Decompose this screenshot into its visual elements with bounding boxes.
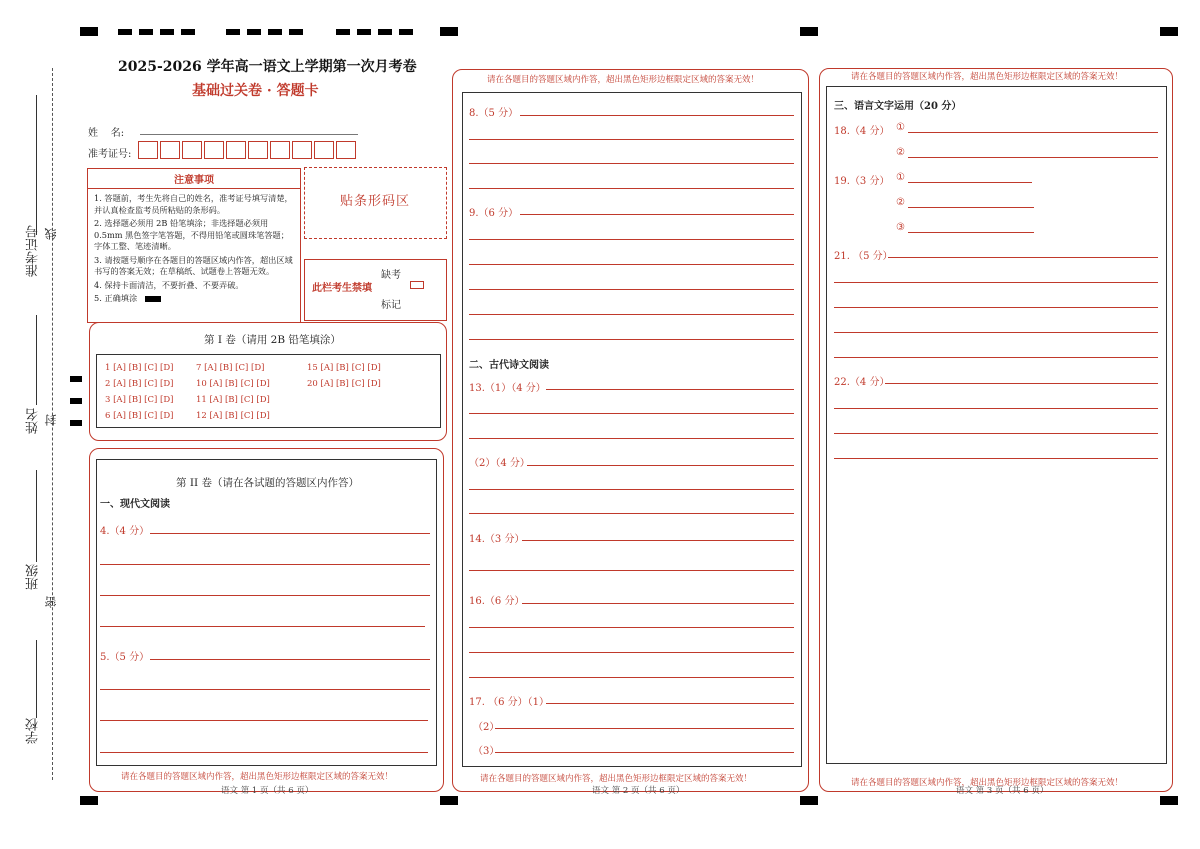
choice-row[interactable]: 2 [A] [B] [C] [D] — [105, 379, 174, 389]
answer-line[interactable] — [100, 720, 428, 721]
answer-line[interactable] — [469, 289, 794, 290]
page-footer: 语文 第 3 页（共 6 页） — [956, 786, 1049, 796]
side-label-class: 班级 — [26, 564, 41, 590]
q19-circle-3: ③ — [896, 222, 905, 233]
section1-heading: 一、现代文阅读 — [100, 499, 170, 510]
timing-mark — [226, 29, 304, 35]
side-underline — [36, 95, 37, 235]
answer-line[interactable] — [834, 307, 1158, 308]
q14-label: 14.（3 分） — [469, 534, 525, 545]
answer-line[interactable] — [469, 239, 794, 240]
answer-line[interactable] — [469, 264, 794, 265]
name-field[interactable] — [140, 134, 358, 135]
timing-mark — [1160, 27, 1178, 36]
part2-title: 第 II 卷（请在各试题的答题区内作答） — [176, 477, 359, 489]
answer-line[interactable] — [100, 689, 430, 690]
q9-label: 9.（6 分） — [469, 208, 519, 219]
answer-line[interactable] — [527, 465, 794, 466]
page-footer: 语文 第 1 页（共 6 页） — [221, 786, 314, 796]
answer-line[interactable] — [834, 458, 1158, 459]
notice-items — [88, 189, 300, 305]
q19-circle-2: ② — [896, 197, 905, 208]
answer-line[interactable] — [469, 513, 794, 514]
q5-label: 5.（5 分） — [100, 652, 150, 663]
page2-answer-box — [462, 92, 802, 767]
side-underline — [36, 470, 37, 562]
id-digit-box[interactable] — [226, 141, 246, 159]
timing-mark — [800, 27, 818, 36]
choice-row[interactable]: 6 [A] [B] [C] [D] — [105, 411, 174, 421]
exam-title: 2025-2026 学年高一语文上学期第一次月考卷 — [118, 59, 417, 75]
answer-line[interactable] — [522, 540, 794, 541]
answer-line[interactable] — [520, 115, 794, 116]
answer-line[interactable] — [469, 139, 794, 140]
part1-title: 第 I 卷（请用 2B 铅笔填涂） — [204, 334, 341, 346]
id-digit-box[interactable] — [270, 141, 290, 159]
answer-line[interactable] — [834, 332, 1158, 333]
answer-line[interactable] — [469, 570, 794, 571]
side-label-name: 姓名 — [26, 408, 41, 434]
id-digit-box[interactable] — [204, 141, 224, 159]
q17-3-label: （3） — [473, 746, 500, 757]
answer-line[interactable] — [834, 433, 1158, 434]
side-label-school: 学校 — [26, 718, 41, 744]
q4-label: 4.（4 分） — [100, 526, 150, 537]
page-footer: 语文 第 2 页（共 6 页） — [592, 786, 685, 796]
q8-label: 8.（5 分） — [469, 108, 519, 119]
notice-item: 4. 保持卡面清洁，不要折叠、不要弄破。 — [94, 279, 244, 290]
timing-mark — [336, 29, 414, 35]
answer-line[interactable] — [100, 752, 428, 753]
timing-mark — [800, 796, 818, 805]
choice-row[interactable]: 1 [A] [B] [C] [D] — [105, 363, 174, 373]
notice-item-correct-fill: 5. 正确填涂 — [94, 293, 296, 305]
section2-heading: 二、古代诗文阅读 — [469, 360, 549, 371]
timing-mark — [1160, 796, 1178, 805]
choice-row[interactable]: 15 [A] [B] [C] [D] — [307, 363, 381, 373]
answer-line[interactable] — [908, 232, 1034, 233]
timing-mark — [440, 796, 458, 805]
answer-line[interactable] — [546, 389, 794, 390]
answer-line[interactable] — [469, 489, 794, 490]
q13-1-label: 13.（1）（4 分） — [469, 383, 546, 394]
timing-mark — [80, 796, 98, 805]
q17-1-label: 17. （6 分）（1） — [469, 697, 549, 708]
answer-line[interactable] — [495, 752, 794, 753]
name-label: 姓 名: — [88, 128, 125, 139]
choice-row[interactable]: 10 [A] [B] [C] [D] — [196, 379, 270, 389]
answer-line[interactable] — [908, 157, 1158, 158]
notice-item: 1. 答题前，考生先将自己的姓名，准考证号填写清楚，并认真检查监考员所粘贴的条形码。 — [94, 193, 293, 215]
notice-title: 注意事项 — [88, 169, 300, 189]
answer-line[interactable] — [469, 413, 794, 414]
notice-box — [87, 168, 301, 323]
exam-id-label: 准考证号: — [88, 149, 132, 160]
q13-2-label: （2）（4 分） — [469, 458, 530, 469]
answer-line[interactable] — [888, 257, 1158, 258]
side-label-line: 线 — [44, 228, 58, 240]
answer-line[interactable] — [100, 626, 425, 627]
answer-line[interactable] — [469, 652, 794, 653]
side-label-seal: 封 — [44, 414, 58, 426]
notice-item: 2. 选择题必须用 2B 铅笔填涂；非选择题必须用 0.5mm 黑色签字笔答题，不得用铅笔或圆珠笔答题；字体工整、笔迹清晰。 — [94, 218, 289, 251]
choice-row[interactable]: 3 [A] [B] [C] [D] — [105, 395, 174, 405]
q21-label: 21. （5 分） — [834, 251, 893, 262]
answer-line[interactable] — [100, 595, 430, 596]
side-underline — [36, 315, 37, 405]
answer-line[interactable] — [150, 659, 430, 660]
q17-2-label: （2） — [473, 722, 500, 733]
choice-row[interactable]: 12 [A] [B] [C] [D] — [196, 411, 270, 421]
answer-line[interactable] — [469, 314, 794, 315]
q18-label: 18.（4 分） — [834, 126, 890, 137]
warning-text: 请在各题目的答题区域内作答，超出黑色矩形边框限定区域的答案无效！ — [851, 72, 1124, 82]
answer-line[interactable] — [469, 438, 794, 439]
absent-label: 此栏考生禁填 — [312, 283, 372, 294]
warning-text: 请在各题目的答题区域内作答，超出黑色矩形边框限定区域的答案无效！ — [480, 774, 753, 784]
answer-line[interactable] — [469, 677, 794, 678]
choice-row[interactable]: 7 [A] [B] [C] [D] — [196, 363, 265, 373]
barcode-area-label: 贴条形码区 — [340, 194, 411, 209]
answer-line[interactable] — [520, 214, 794, 215]
id-digit-box[interactable] — [336, 141, 356, 159]
answer-line[interactable] — [469, 627, 794, 628]
exam-subtitle: 基础过关卷 · 答题卡 — [192, 83, 319, 99]
answer-line[interactable] — [834, 357, 1158, 358]
absent-checkbox[interactable] — [410, 281, 424, 289]
id-digit-box[interactable] — [292, 141, 312, 159]
warning-text: 请在各题目的答题区域内作答，超出黑色矩形边框限定区域的答案无效！ — [487, 75, 760, 85]
timing-mark — [118, 29, 196, 35]
answer-line[interactable] — [469, 339, 794, 340]
id-digit-box[interactable] — [138, 141, 158, 159]
side-label-exam-id: 准考证号 — [26, 225, 41, 277]
q19-circle-1: ① — [896, 172, 905, 183]
answer-line[interactable] — [908, 207, 1034, 208]
absent-mark-top: 缺考 — [381, 270, 401, 281]
answer-line[interactable] — [150, 533, 430, 534]
q18-circle-2: ② — [896, 147, 905, 158]
page3-answer-box — [826, 86, 1167, 764]
filled-bubble-example — [145, 296, 161, 302]
side-label-secret: 密 — [44, 596, 58, 608]
q22-label: 22.（4 分） — [834, 377, 890, 388]
side-underline — [36, 640, 37, 718]
warning-text: 请在各题目的答题区域内作答，超出黑色矩形边框限定区域的答案无效！ — [121, 772, 394, 782]
answer-line[interactable] — [522, 603, 794, 604]
answer-line[interactable] — [885, 383, 1158, 384]
answer-line[interactable] — [469, 188, 794, 189]
q18-circle-1: ① — [896, 122, 905, 133]
timing-mark — [80, 27, 98, 36]
answer-line[interactable] — [546, 703, 794, 704]
answer-line[interactable] — [908, 182, 1032, 183]
id-digit-box[interactable] — [248, 141, 268, 159]
answer-line[interactable] — [495, 728, 794, 729]
id-digit-box[interactable] — [160, 141, 180, 159]
timing-mark — [70, 398, 82, 404]
exam-id-boxes[interactable] — [138, 141, 358, 159]
section3-heading: 三、语言文字运用（20 分） — [834, 101, 962, 112]
notice-item: 3. 请按题号顺序在各题目的答题区域内作答，超出区域书写的答案无效；在草稿纸、试题卷上答题无效。 — [94, 254, 293, 276]
answer-line[interactable] — [100, 564, 430, 565]
choice-row[interactable]: 11 [A] [B] [C] [D] — [196, 395, 270, 405]
choice-row[interactable]: 20 [A] [B] [C] [D] — [307, 379, 381, 389]
q16-label: 16.（6 分） — [469, 596, 525, 607]
answer-line[interactable] — [834, 282, 1158, 283]
answer-line[interactable] — [908, 132, 1158, 133]
timing-mark — [70, 420, 82, 426]
answer-line[interactable] — [469, 163, 794, 164]
warning-text: 请在各题目的答题区域内作答，超出黑色矩形边框限定区域的答案无效！ — [851, 778, 1124, 788]
timing-mark — [440, 27, 458, 36]
answer-line[interactable] — [834, 408, 1158, 409]
q19-label: 19.（3 分） — [834, 176, 890, 187]
id-digit-box[interactable] — [182, 141, 202, 159]
absent-mark-bottom: 标记 — [381, 300, 401, 311]
id-digit-box[interactable] — [314, 141, 334, 159]
timing-mark — [70, 376, 82, 382]
